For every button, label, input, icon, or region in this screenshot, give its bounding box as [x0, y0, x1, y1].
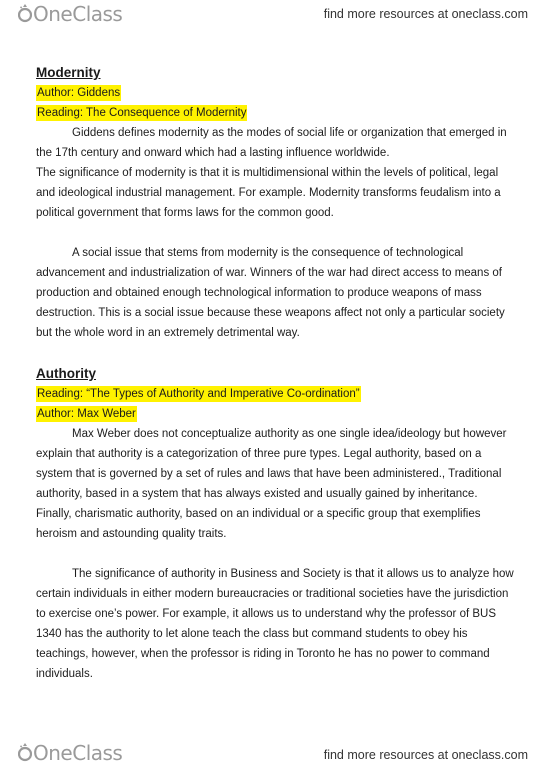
header-bar — [0, 0, 544, 30]
oneclass-logo-icon — [18, 3, 32, 25]
logo-text: OneClass — [33, 741, 123, 765]
modernity-paragraph-3: A social issue that stems from modernity is the consequence of technological advancement and industrialization of war. Winners of the war had direct access to means of production and obtained enough technological information to produce weapons of mass destruction. This is a social issue because these weapons affect not only a particular society but the whole word in an extremely detrimental way. — [36, 247, 505, 339]
authority-reading: Reading: “The Types of Authority and Imperative Co-ordination” — [37, 388, 360, 400]
modernity-heading: Modernity — [36, 65, 101, 80]
spacer — [36, 223, 514, 243]
modernity-paragraph-1: Giddens defines modernity as the modes of social life or organization that emerged in the 17th century and onward which had a lasting influence worldwide. — [36, 127, 507, 159]
authority-heading: Authority — [36, 366, 96, 381]
spacer — [36, 343, 514, 363]
modernity-reading: Reading: The Consequence of Modernity — [37, 107, 247, 119]
document-body — [36, 62, 514, 684]
authority-paragraph-1: Max Weber does not conceptualize authority as one single idea/ideology but however explain that authority is a categorization of three pure types. Legal authority, based on a system that is governed by a set of rules and laws that have been administered., Traditional authority, based in a system that has always existed and usually gained by inheritance. Finally, charismatic authority, based on an individual or a specific group that exemplifies heroism and astounding quality traits. — [36, 428, 507, 540]
oneclass-logo[interactable] — [18, 3, 122, 25]
authority-author: Author: Max Weber — [37, 408, 136, 420]
modernity-paragraph-2: The significance of modernity is that it is multidimensional within the levels of political, legal and ideological industrial management. For example. Modernity transforms feudalism into a political government that forms laws for the common good. — [36, 167, 501, 219]
logo-text: OneClass — [33, 2, 123, 26]
footer-bar — [0, 738, 544, 770]
oneclass-logo[interactable] — [18, 742, 122, 764]
spacer — [36, 544, 514, 564]
oneclass-logo-icon — [18, 742, 32, 764]
find-more-link[interactable]: find more resources at oneclass.com — [323, 748, 528, 762]
modernity-author: Author: Giddens — [37, 87, 121, 99]
authority-paragraph-2: The significance of authority in Business and Society is that it allows us to analyze how certain individuals in either modern bureaucracies or traditional societies have the jurisdiction to exercise one’s power. For example, it allows us to understand why the professor of BUS 1340 has the authority to let alone teach the class but command students to obey his teachings, however, when the professor is riding in Toronto he has no power to command individuals. — [36, 568, 514, 680]
find-more-link[interactable]: find more resources at oneclass.com — [323, 7, 528, 21]
